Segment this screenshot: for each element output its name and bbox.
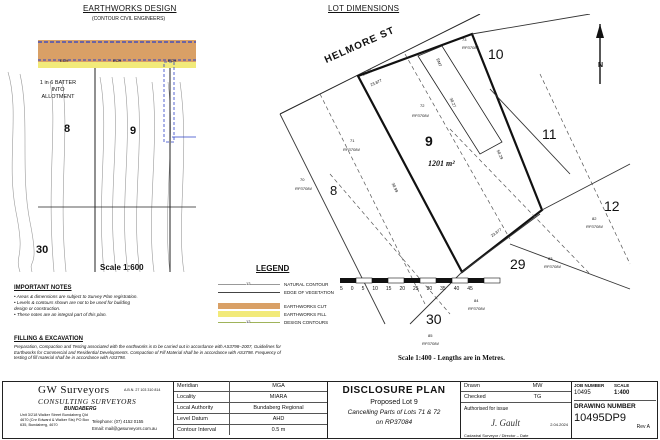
filling-title: FILLING & EXCAVATION [14, 336, 83, 342]
ew-lot-30: 30 [36, 244, 49, 256]
earthworks-drawing [0, 22, 210, 272]
company-abn: A.B.N. 27 103 310 814 [124, 388, 161, 392]
checked-row: Checked TG [461, 392, 571, 403]
batter-note: 1 in 6 BATTER INTO ALLOTMENT [39, 80, 77, 100]
authorised-footer: Cadastral Surveyor / Director – Date [464, 433, 529, 438]
note-item: • These notes are an integral part of this plan. [14, 312, 107, 317]
authorised-label: Authorised for issue [464, 406, 509, 412]
lot-72-rp: RP37084 [412, 113, 429, 118]
lot-73-label: 73 [462, 37, 467, 42]
scale-ticks [340, 286, 473, 292]
earthworks-subtitle: (CONTOUR CIVIL ENGINEERS) [92, 16, 166, 22]
job-block [574, 383, 656, 430]
scale-tick: 10 [372, 286, 378, 292]
ech-label-3: ECH [168, 58, 177, 63]
dim-side-left: 30.99 [390, 181, 400, 194]
scale-tick: 15 [385, 286, 392, 292]
company-city: BUNDABERG [64, 406, 97, 412]
legend-title: LEGEND [256, 264, 290, 273]
lot-29-label: 29 [510, 256, 526, 272]
legend [218, 280, 348, 326]
dim-side-right: 50.29 [495, 148, 505, 161]
notes-title: IMPORTANT NOTES [14, 285, 72, 291]
earthworks-title: EARTHWORKS DESIGN [83, 4, 177, 13]
lot-12-label: 12 [604, 198, 620, 214]
north-label: N [598, 62, 604, 69]
north-arrow [596, 24, 604, 84]
note-item: • Levels & contours shown are not to be used for building design or construction. [14, 300, 131, 311]
company-phone: Telephone: (07) 4152 0155 [92, 419, 144, 424]
legend-swatch: 12 [218, 322, 280, 323]
ew-lot-8: 8 [64, 123, 71, 135]
scale-tick: 35 [440, 286, 446, 292]
scale-tick: 5 [361, 286, 365, 292]
scale-tick: 40 [453, 286, 460, 292]
job-values: 10495 1:400 [574, 390, 630, 396]
lot-70-label: 70 [300, 177, 305, 182]
details-row: Local Authority Bundaberg Regional [174, 403, 327, 414]
details-row: Contour Interval 0.5 m [174, 425, 327, 435]
lot-72-label: 72 [420, 103, 425, 108]
lot-9-area: 1201 m² [428, 159, 455, 168]
details-row: Meridian MGA [174, 381, 327, 392]
company-email: Email: mail@gwsurveyors.com.au [92, 426, 157, 431]
dim-front: 23.877 [369, 77, 383, 88]
legend-label: EARTHWORKS CUT [284, 303, 327, 309]
lot-71-rp: RP37084 [343, 147, 360, 152]
scale-tick: 30 [426, 286, 433, 292]
details-table [173, 381, 328, 439]
details-row: Level Datum AHD [174, 414, 327, 425]
lot-83-label: 83 [548, 256, 553, 261]
company-name: GW Surveyors [38, 384, 110, 396]
drawn-row: Drawn MW [461, 381, 571, 392]
legend-item [218, 310, 348, 318]
scale-tick: 5 [340, 286, 343, 292]
ech-label-2: ECH [113, 58, 122, 63]
lot-82-label: 82 [592, 216, 597, 221]
lot-85-label: 85 [428, 333, 433, 338]
scale-bar [340, 278, 500, 283]
revision: Rev A [636, 424, 650, 430]
legend-item [218, 280, 348, 288]
ew-lot-9: 9 [130, 125, 137, 137]
plan-proposed: Proposed Lot 9 [370, 399, 418, 406]
plan-on: on RP37084 [375, 419, 413, 426]
authorised-date: 2.04.2024 [550, 422, 568, 427]
scale-tick: 45 [467, 286, 473, 292]
natural-contours [8, 72, 184, 272]
lot-8-label: 8 [330, 183, 338, 198]
earthworks-scale: Scale 1:600 [100, 263, 144, 272]
easement-label: EMT [435, 57, 444, 68]
scale-tick: 25 [413, 286, 419, 292]
legend-swatch [218, 292, 280, 293]
details-row: Locality MIARA [174, 392, 327, 403]
drawn-block [460, 381, 572, 439]
lot-84-label: 84 [474, 298, 479, 303]
legend-label: DESIGN CONTOURS [284, 319, 329, 325]
lot-84-rp: RP37084 [468, 306, 485, 311]
signature: J. Gault [491, 418, 520, 428]
legend-label: EARTHWORKS FILL [284, 311, 327, 317]
company-address: Unit 3/218 Walker Street Bundaberg Qld 4670 (Cnr Edward & Walker Sts) PO Box 635, Bundaberg, 4670 [20, 413, 90, 427]
lot-70-rp: RP37084 [295, 186, 312, 191]
lot-30-label: 30 [426, 311, 442, 327]
company-subtitle: CONSULTING SURVEYORS [38, 397, 137, 406]
lot-10-label: 10 [488, 46, 504, 62]
legend-item [218, 302, 348, 310]
dim-street: 20.00 [361, 68, 373, 77]
legend-swatch: 12 [218, 284, 280, 285]
legend-label: EDGE OF VEGETATION [284, 289, 334, 295]
legend-swatch [218, 311, 280, 317]
ech-label-1: ECH [60, 58, 69, 63]
scale-tick: 0 [350, 286, 354, 292]
lot-scale-text: Scale 1:400 - Lengths are in Metres. [398, 354, 505, 362]
lot-9-boundary [358, 34, 542, 272]
legend-swatch [218, 303, 280, 309]
lot-dimensions-title: LOT DIMENSIONS [328, 4, 400, 13]
note-item: • Areas & dimensions are subject to Survey Plan registration. [14, 294, 138, 299]
dim-rear: 23.877 [489, 226, 503, 239]
drawing-number: 10495DP9 [574, 412, 626, 424]
legend-item [218, 288, 348, 296]
lot-11-label: 11 [542, 126, 557, 142]
legend-label: NATURAL CONTOUR [284, 281, 329, 287]
lot-85-rp: RP37084 [422, 341, 439, 346]
drawing-number-label: DRAWING NUMBER [574, 400, 656, 410]
lot-73-rp: RP37084 [462, 45, 479, 50]
plan-cancelling: Cancelling Parts of Lots 71 & 72 [347, 409, 441, 416]
notes-list [14, 294, 142, 318]
lot-71-label: 71 [350, 138, 355, 143]
lot-9-label: 9 [425, 133, 433, 149]
dim-emt: 30.27 [448, 96, 458, 109]
lot-82-rp: RP37084 [586, 224, 603, 229]
job-headers: JOB NUMBER SCALE [574, 383, 630, 388]
plan-title: DISCLOSURE PLAN [342, 385, 446, 396]
scale-tick: 20 [399, 286, 406, 292]
legend-item [218, 318, 348, 326]
lot-83-rp: RP37084 [544, 264, 561, 269]
street-name: HELMORE ST [323, 25, 397, 66]
filling-text: Preparation, Compaction and Testing associated with the earthworks is to be carried out in accordance with AS3798–2007, Guidelines for Earthworks for Commercial and Residential Developments. Compaction of Fill Material shall be in accordance with AS3798. Frequency of testing of fill material shall be in accordance with AS3798. [14, 344, 281, 361]
